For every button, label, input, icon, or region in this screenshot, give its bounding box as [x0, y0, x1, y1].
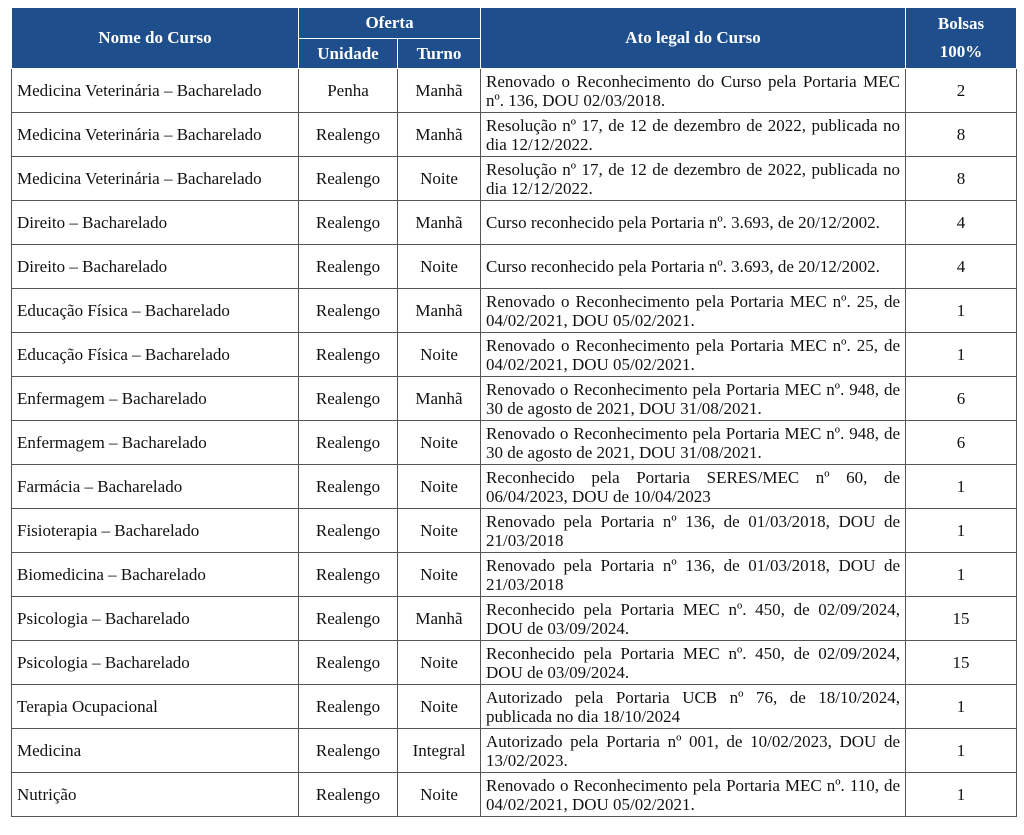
cell-legal-act: Renovado pela Portaria nº 136, de 01/03/2018, DOU de 21/03/2018	[481, 553, 906, 597]
table-row	[12, 685, 1017, 729]
table-body	[12, 69, 1017, 817]
header-unit-label: Unidade	[317, 43, 379, 63]
table-row	[12, 377, 1017, 421]
cell-course-name: Psicologia – Bacharelado	[12, 641, 299, 685]
cell-scholarships: 15	[906, 597, 1017, 641]
cell-course-name: Medicina	[12, 729, 299, 773]
header-legal-act-label: Ato legal do Curso	[625, 28, 761, 47]
cell-shift: Noite	[398, 641, 481, 685]
table-row	[12, 465, 1017, 509]
cell-shift: Noite	[398, 245, 481, 289]
cell-scholarships: 4	[906, 201, 1017, 245]
table-row	[12, 201, 1017, 245]
cell-course-name: Fisioterapia – Bacharelado	[12, 509, 299, 553]
cell-scholarships: 1	[906, 465, 1017, 509]
table-row	[12, 113, 1017, 157]
cell-unit: Realengo	[299, 773, 398, 817]
cell-unit: Realengo	[299, 509, 398, 553]
cell-unit: Realengo	[299, 289, 398, 333]
cell-unit: Realengo	[299, 333, 398, 377]
table-row	[12, 69, 1017, 113]
cell-unit: Realengo	[299, 465, 398, 509]
header-shift	[398, 39, 481, 69]
cell-shift: Manhã	[398, 201, 481, 245]
cell-scholarships: 8	[906, 157, 1017, 201]
header-unit	[299, 39, 398, 69]
header-offer-label: Oferta	[365, 13, 414, 32]
cell-legal-act: Reconhecido pela Portaria MEC nº. 450, de 02/09/2024, DOU de 03/09/2024.	[481, 597, 906, 641]
cell-course-name: Enfermagem – Bacharelado	[12, 421, 299, 465]
cell-scholarships: 6	[906, 421, 1017, 465]
cell-legal-act: Resolução nº 17, de 12 de dezembro de 2022, publicada no dia 12/12/2022.	[481, 113, 906, 157]
cell-shift: Noite	[398, 685, 481, 729]
cell-legal-act: Curso reconhecido pela Portaria nº. 3.693, de 20/12/2002.	[481, 201, 906, 245]
cell-scholarships: 2	[906, 69, 1017, 113]
cell-unit: Realengo	[299, 201, 398, 245]
cell-legal-act: Renovado o Reconhecimento pela Portaria MEC nº. 25, de 04/02/2021, DOU 05/02/2021.	[481, 289, 906, 333]
cell-legal-act: Reconhecido pela Portaria MEC nº. 450, de 02/09/2024, DOU de 03/09/2024.	[481, 641, 906, 685]
cell-legal-act: Curso reconhecido pela Portaria nº. 3.693, de 20/12/2002.	[481, 245, 906, 289]
table-row	[12, 509, 1017, 553]
cell-course-name: Farmácia – Bacharelado	[12, 465, 299, 509]
courses-table	[11, 7, 1017, 817]
cell-legal-act: Autorizado pela Portaria UCB nº 76, de 18/10/2024, publicada no dia 18/10/2024	[481, 685, 906, 729]
cell-unit: Realengo	[299, 641, 398, 685]
table-row	[12, 421, 1017, 465]
cell-legal-act: Renovado pela Portaria nº 136, de 01/03/2018, DOU de 21/03/2018	[481, 509, 906, 553]
cell-shift: Manhã	[398, 289, 481, 333]
cell-scholarships: 1	[906, 289, 1017, 333]
header-course-name	[12, 8, 299, 69]
cell-legal-act: Renovado o Reconhecimento pela Portaria MEC nº. 948, de 30 de agosto de 2021, DOU 31/08/2021.	[481, 377, 906, 421]
cell-scholarships: 1	[906, 773, 1017, 817]
cell-legal-act: Reconhecido pela Portaria SERES/MEC nº 60, de 06/04/2023, DOU de 10/04/2023	[481, 465, 906, 509]
header-shift-label: Turno	[416, 43, 462, 63]
cell-course-name: Medicina Veterinária – Bacharelado	[12, 69, 299, 113]
header-scholarships-line2: 100%	[939, 42, 983, 61]
cell-unit: Realengo	[299, 553, 398, 597]
table-row	[12, 553, 1017, 597]
cell-shift: Noite	[398, 773, 481, 817]
header-course-name-label: Nome do Curso	[98, 28, 212, 47]
cell-unit: Realengo	[299, 421, 398, 465]
cell-scholarships: 1	[906, 553, 1017, 597]
cell-course-name: Biomedicina – Bacharelado	[12, 553, 299, 597]
table-row	[12, 773, 1017, 817]
cell-unit: Realengo	[299, 245, 398, 289]
cell-course-name: Terapia Ocupacional	[12, 685, 299, 729]
cell-course-name: Medicina Veterinária – Bacharelado	[12, 113, 299, 157]
cell-shift: Noite	[398, 421, 481, 465]
cell-course-name: Psicologia – Bacharelado	[12, 597, 299, 641]
cell-legal-act: Renovado o Reconhecimento pela Portaria MEC nº. 25, de 04/02/2021, DOU 05/02/2021.	[481, 333, 906, 377]
cell-scholarships: 4	[906, 245, 1017, 289]
table-row	[12, 333, 1017, 377]
table-row	[12, 157, 1017, 201]
table-row	[12, 245, 1017, 289]
header-scholarships	[906, 8, 1017, 69]
cell-shift: Manhã	[398, 377, 481, 421]
cell-shift: Manhã	[398, 597, 481, 641]
cell-unit: Realengo	[299, 729, 398, 773]
header-offer	[299, 8, 481, 39]
cell-unit: Realengo	[299, 685, 398, 729]
cell-shift: Noite	[398, 509, 481, 553]
cell-course-name: Direito – Bacharelado	[12, 201, 299, 245]
cell-unit: Realengo	[299, 157, 398, 201]
table-row	[12, 597, 1017, 641]
cell-legal-act: Autorizado pela Portaria nº 001, de 10/02/2023, DOU de 13/02/2023.	[481, 729, 906, 773]
cell-scholarships: 15	[906, 641, 1017, 685]
cell-shift: Integral	[398, 729, 481, 773]
cell-scholarships: 1	[906, 509, 1017, 553]
cell-course-name: Educação Física – Bacharelado	[12, 333, 299, 377]
cell-course-name: Nutrição	[12, 773, 299, 817]
cell-shift: Noite	[398, 553, 481, 597]
cell-shift: Noite	[398, 333, 481, 377]
cell-scholarships: 8	[906, 113, 1017, 157]
cell-course-name: Educação Física – Bacharelado	[12, 289, 299, 333]
header-scholarships-line1: Bolsas	[937, 14, 985, 33]
cell-shift: Manhã	[398, 69, 481, 113]
cell-scholarships: 1	[906, 729, 1017, 773]
cell-course-name: Medicina Veterinária – Bacharelado	[12, 157, 299, 201]
cell-unit: Realengo	[299, 113, 398, 157]
cell-shift: Manhã	[398, 113, 481, 157]
cell-unit: Realengo	[299, 597, 398, 641]
cell-legal-act: Resolução nº 17, de 12 de dezembro de 2022, publicada no dia 12/12/2022.	[481, 157, 906, 201]
table-row	[12, 641, 1017, 685]
cell-legal-act: Renovado o Reconhecimento pela Portaria MEC nº. 110, de 04/02/2021, DOU 05/02/2021.	[481, 773, 906, 817]
cell-course-name: Direito – Bacharelado	[12, 245, 299, 289]
cell-scholarships: 1	[906, 685, 1017, 729]
table-row	[12, 729, 1017, 773]
header-legal-act	[481, 8, 906, 69]
cell-scholarships: 1	[906, 333, 1017, 377]
cell-shift: Noite	[398, 157, 481, 201]
cell-scholarships: 6	[906, 377, 1017, 421]
cell-legal-act: Renovado o Reconhecimento do Curso pela Portaria MEC nº. 136, DOU 02/03/2018.	[481, 69, 906, 113]
table-header	[12, 8, 1017, 69]
cell-unit: Penha	[299, 69, 398, 113]
table-row	[12, 289, 1017, 333]
cell-shift: Noite	[398, 465, 481, 509]
cell-unit: Realengo	[299, 377, 398, 421]
cell-course-name: Enfermagem – Bacharelado	[12, 377, 299, 421]
cell-legal-act: Renovado o Reconhecimento pela Portaria MEC nº. 948, de 30 de agosto de 2021, DOU 31/08/2021.	[481, 421, 906, 465]
